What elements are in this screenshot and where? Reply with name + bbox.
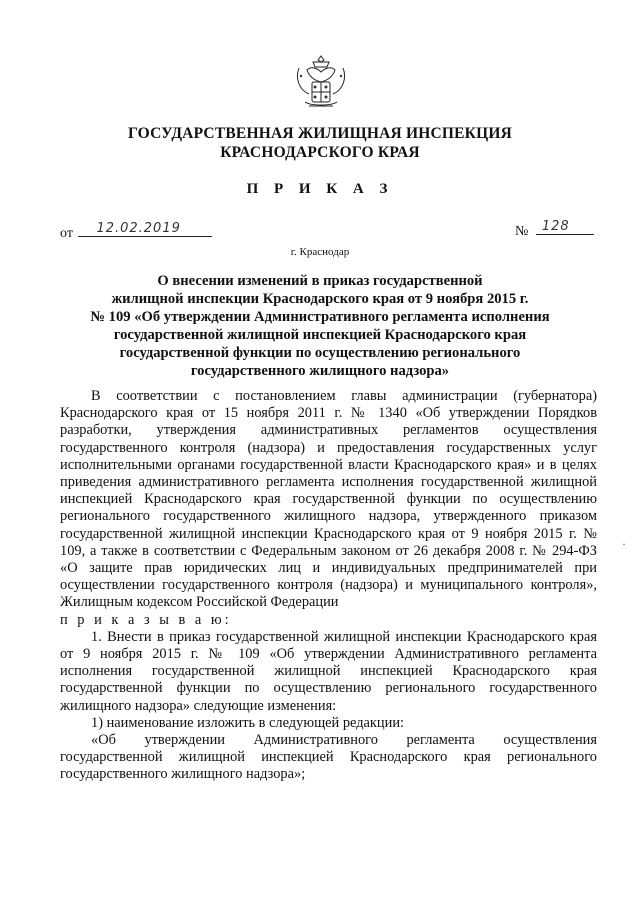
organization-name-line2: КРАСНОДАРСКОГО КРАЯ [220,144,420,161]
document-type: П Р И К А З [246,181,394,197]
title-line: жилищной инспекции Краснодарского края от 9 ноября 2015 г. [111,291,529,307]
document-body [60,388,597,784]
item-1-paragraph: 1. Внести в приказ государственной жилищной инспекции Краснодарского края от 9 ноября 2015 г. № 109 «Об утверждении Административного регламента исполнения государственной жилищной инспекцией Краснодарского края государственной функции по осуществлению регионального государственного жилищного надзора» следующие изменения: [60,628,597,714]
item-1-1-paragraph: 1) наименование изложить в следующей редакции: [91,714,405,731]
date-underline [78,221,212,237]
document-title [80,272,560,380]
order-word: п р и к а з ы в а ю: [60,611,232,628]
city-label: г. Краснодар [290,246,350,258]
title-line: О внесении изменений в приказ государственной [157,273,483,289]
handwritten-date: 12.02.2019 [96,221,181,236]
number-underline [536,219,594,235]
margin-mark: · [622,537,626,551]
date-prefix: от [60,226,73,241]
title-line: государственной жилищной инспекцией Краснодарского края [113,327,527,343]
organization-name-line1: ГОСУДАРСТВЕННАЯ ЖИЛИЩНАЯ ИНСПЕКЦИЯ [128,125,512,142]
title-line: государственной функции по осуществлению регионального [119,345,521,361]
number-field [515,219,594,240]
title-line: государственного жилищного надзора» [190,363,450,379]
preamble-paragraph: В соответствии с постановлением главы администрации (губернатора) Краснодарского края от 15 ноября 2011 г. № 1340 «Об утверждении Порядков разработки, утверждения административных регламентов осуществления государственного контроля (надзора) и предоставления государственных услуг исполнительными органами государственной власти Краснодарского края» и в целях приведения административного регламента исполнения государственной жилищной инспекцией Краснодарского края государственной функции по осуществлению регионального государственного жилищного надзора, утвержденного приказом государственной жилищной инспекции Краснодарского края от 9 ноября 2015 г. № 109, а также в соответствии с Федеральным законом от 26 декабря 2008 г. № 294-ФЗ «О защите прав юридических лиц и индивидуальных предпринимателей при осуществлении государственного контроля (надзора) и муниципального контроля», Жилищным кодексом Российской Федерации [60,388,597,611]
coat-of-arms-emblem [293,52,349,112]
handwritten-number: 128 [541,219,570,234]
quote-paragraph: «Об утверждении Административного регламента осуществления государственной жилищной инспекцией Краснодарского края регионального государственного жилищного надзора»; [60,732,597,783]
date-field [60,221,212,242]
number-prefix: № [515,224,529,239]
title-line: № 109 «Об утверждении Административного регламента исполнения [90,309,550,325]
